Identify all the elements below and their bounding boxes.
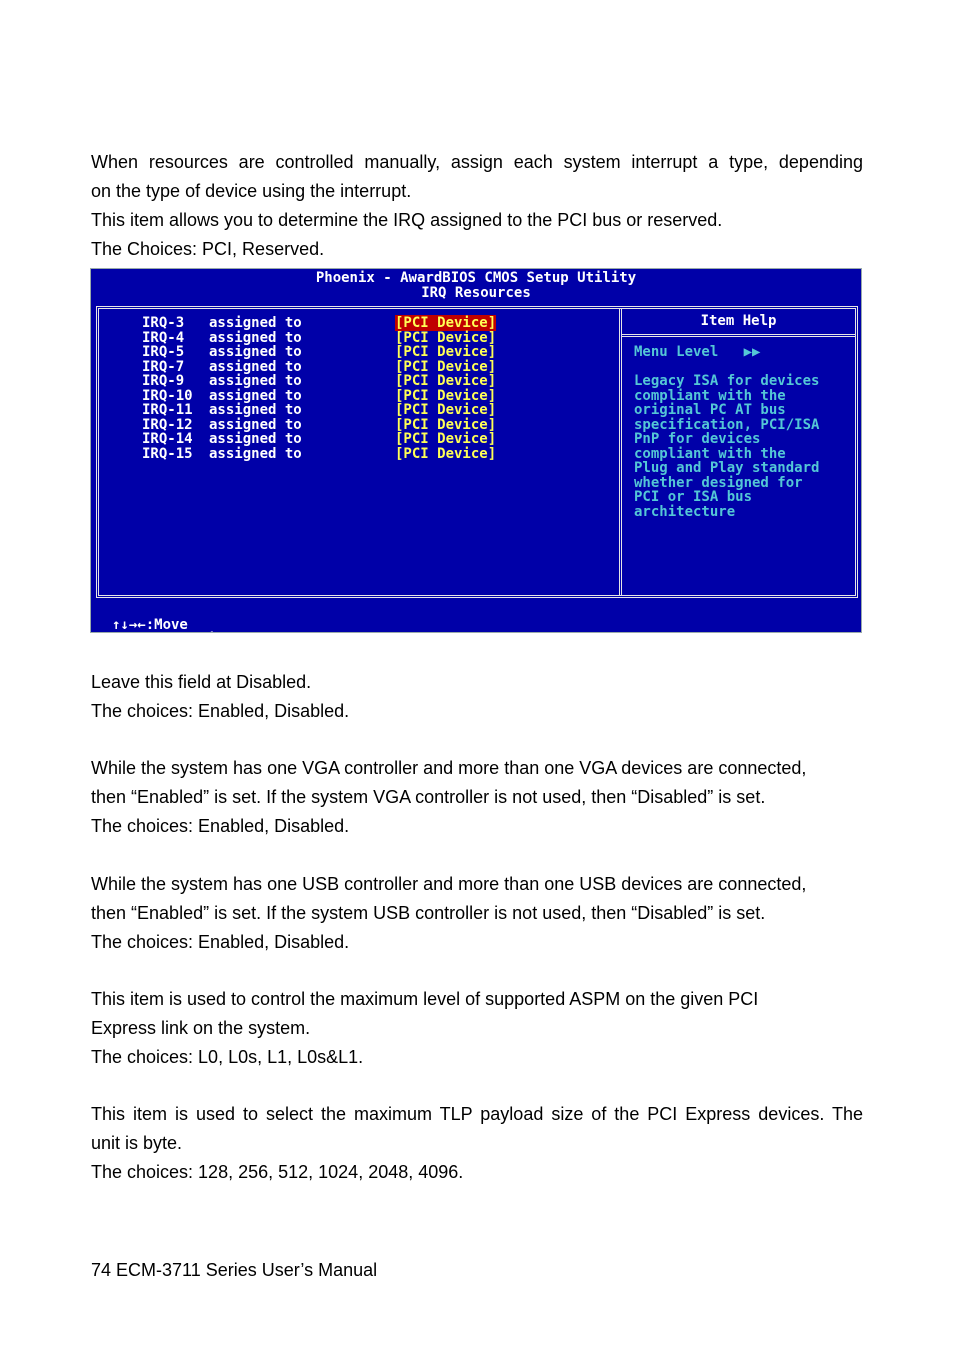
assigned-text: assigned to — [209, 373, 302, 389]
section-line: unit is byte. — [91, 1133, 183, 1153]
section-line: While the system has one USB controller and more than one USB devices are connected, — [91, 874, 807, 894]
intro-line: The Choices: PCI, Reserved. — [91, 239, 325, 259]
section-paragraph — [91, 870, 863, 957]
section-line: While the system has one VGA controller and more than one VGA devices are connected, — [91, 758, 807, 778]
bios-screenshot — [90, 268, 862, 633]
section-line: then “Enabled” is set. If the system USB controller is not used, then “Disabled” is set. — [91, 903, 766, 923]
irq-value[interactable]: [PCI Device] — [395, 431, 497, 447]
intro-paragraph — [91, 148, 863, 264]
irq-value[interactable]: [PCI Device] — [395, 402, 497, 418]
section-line: The choices: 128, 256, 512, 1024, 2048, 4096. — [91, 1162, 464, 1182]
help-line: PCI or ISA bus — [634, 489, 753, 505]
intro-line: on the type of device using the interrupt. — [91, 181, 412, 201]
footer-key-select — [217, 632, 318, 633]
help-line: Legacy ISA for devices — [634, 373, 820, 389]
bios-footer-line2 — [91, 618, 861, 634]
irq-value[interactable]: [PCI Device] — [395, 358, 497, 375]
assigned-text: assigned to — [209, 431, 302, 447]
irq-label-row — [142, 418, 302, 433]
assigned-text: assigned to — [209, 358, 302, 375]
irq-label: IRQ-5 — [142, 344, 185, 360]
bios-subtitle: IRQ Resources — [421, 284, 531, 301]
intro-line: When resources are controlled manually, assign each system interrupt a type, depending — [91, 152, 863, 172]
irq-label: IRQ-14 — [142, 431, 193, 447]
help-line: Plug and Play standard — [634, 460, 820, 476]
bios-title: Phoenix - AwardBIOS CMOS Setup Utility — [315, 270, 637, 286]
help-line: compliant with the — [634, 445, 786, 462]
irq-value[interactable]: [PCI Device] — [395, 344, 497, 360]
footer-key-move: ↑↓→←:Move — [112, 616, 188, 633]
section-paragraph — [91, 668, 863, 726]
section-line: The choices: Enabled, Disabled. — [91, 932, 350, 952]
intro-line: This item allows you to determine the IRQ assigned to the PCI bus or reserved. — [91, 210, 723, 230]
help-line: architecture — [634, 503, 736, 520]
section-line: The choices: Enabled, Disabled. — [91, 816, 350, 836]
irq-label-row — [142, 403, 302, 418]
section-paragraph — [91, 754, 863, 841]
bios-frame — [96, 306, 858, 598]
irq-value[interactable]: [PCI Device] — [395, 329, 497, 346]
assigned-text: assigned to — [209, 402, 302, 418]
irq-label-row — [142, 345, 302, 360]
help-line: specification, PCI/ISA — [634, 416, 820, 433]
irq-value-selected[interactable]: [PCI Device] — [395, 315, 497, 331]
assigned-text: assigned to — [209, 387, 302, 404]
menu-level: Menu Level ▶▶ — [634, 344, 761, 360]
irq-label: IRQ-11 — [142, 402, 193, 418]
item-help-title: Item Help — [700, 313, 777, 329]
irq-label: IRQ-9 — [142, 373, 185, 389]
irq-label: IRQ-7 — [142, 358, 185, 375]
irq-label-row — [142, 360, 302, 375]
irq-value[interactable]: [PCI Device] — [395, 373, 497, 389]
irq-label-row — [142, 316, 302, 331]
irq-label-row — [142, 331, 302, 346]
assigned-text: assigned to — [209, 416, 302, 433]
page-footer: 74 ECM-3711 Series User’s Manual — [91, 1260, 378, 1280]
assigned-text: assigned to — [209, 344, 302, 360]
irq-value[interactable]: [PCI Device] — [395, 416, 497, 433]
section-line: This item is used to select the maximum TLP payload size of the PCI Express devices. The — [91, 1104, 863, 1124]
irq-value[interactable]: [PCI Device] — [395, 387, 497, 404]
irq-label-row — [142, 374, 302, 389]
section-line: The choices: L0, L0s, L1, L0s&L1. — [91, 1047, 364, 1067]
irq-label: IRQ-4 — [142, 329, 185, 346]
section-paragraph — [91, 985, 863, 1072]
irq-label: IRQ-3 — [142, 315, 185, 331]
section-paragraph — [91, 1100, 863, 1187]
section-line: This item is used to control the maximum level of supported ASPM on the given PCI — [91, 989, 759, 1009]
assigned-text: assigned to — [209, 445, 302, 462]
section-line: Express link on the system. — [91, 1018, 311, 1038]
irq-label: IRQ-10 — [142, 387, 193, 404]
irq-label: IRQ-15 — [142, 445, 193, 462]
assigned-text: assigned to — [209, 329, 302, 346]
help-line: PnP for devices — [634, 431, 761, 447]
irq-label-row — [142, 432, 302, 447]
section-line: then “Enabled” is set. If the system VGA controller is not used, then “Disabled” is set. — [91, 787, 766, 807]
section-line: The choices: Enabled, Disabled. — [91, 701, 350, 721]
bios-help-divider — [622, 334, 855, 337]
bios-divider — [619, 309, 622, 595]
help-line: whether designed for — [634, 474, 803, 491]
help-line: original PC AT bus — [634, 402, 786, 418]
help-line: compliant with the — [634, 387, 786, 404]
irq-label: IRQ-12 — [142, 416, 193, 433]
irq-value[interactable] — [395, 316, 496, 331]
irq-label-row — [142, 447, 302, 462]
section-line: Leave this field at Disabled. — [91, 672, 312, 692]
assigned-text: assigned to — [209, 315, 302, 331]
irq-label-row — [142, 389, 302, 404]
footer-key-previous — [140, 632, 300, 633]
irq-value[interactable]: [PCI Device] — [395, 445, 497, 462]
